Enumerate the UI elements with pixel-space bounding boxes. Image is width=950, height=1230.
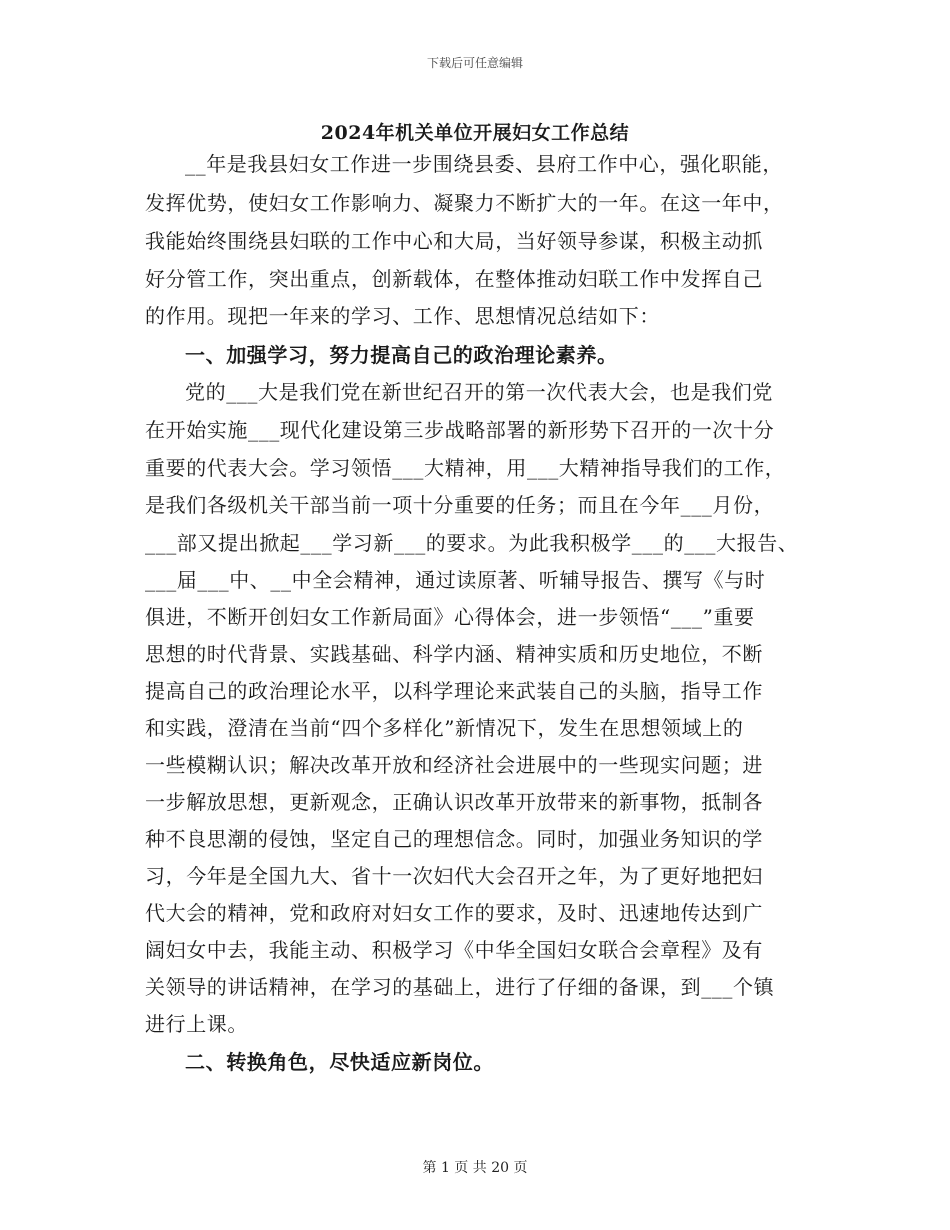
body-line: 思想的时代背景、实践基础、科学内涵、精神实质和历史地位，不断 [145, 642, 763, 666]
body-line: 进行上课。 [145, 1012, 248, 1036]
body-line: 习，今年是全国九大、省十一次妇代大会召开之年，为了更好地把妇 [145, 864, 763, 888]
page-number: 第 1 页 共 20 页 [422, 1160, 528, 1176]
body-line: 提高自己的政治理论水平，以科学理论来武装自己的头脑，指导工作 [145, 679, 763, 703]
page-header-note: 下载后可任意编辑 [426, 56, 523, 70]
body-line: 代大会的精神，党和政府对妇女工作的要求，及时、迅速地传达到广 [145, 901, 763, 925]
body-line: 种不良思潮的侵蚀，坚定自己的理想信念。同时，加强业务知识的学 [145, 827, 763, 851]
body-line: 重要的代表大会。学习领悟___大精神，用___大精神指导我们的工作， [145, 456, 786, 480]
body-line: 发挥优势，使妇女工作影响力、凝聚力不断扩大的一年。在这一年中， [145, 191, 784, 215]
body-line: 党的___大是我们党在新世纪召开的第一次代表大会，也是我们党 [185, 380, 773, 404]
body-line: 的作用。现把一年来的学习、工作、思想情况总结如下： [145, 304, 660, 328]
body-line: 阔妇女中去，我能主动、积极学习《中华全国妇女联合会章程》及有 [145, 938, 763, 962]
body-line: ___届___中、__中全会精神，通过读原著、听辅导报告、撰写《与时 [145, 568, 766, 592]
body-line: 关领导的讲话精神，在学习的基础上，进行了仔细的备课，到___个镇 [145, 975, 775, 999]
body-line: __年是我县妇女工作进一步围绕县委、县府工作中心，强化职能， [185, 152, 783, 176]
body-line: 好分管工作，突出重点，创新载体，在整体推动妇联工作中发挥自己 [145, 267, 763, 291]
body-line: 是我们各级机关干部当前一项十分重要的任务；而且在今年___月份， [145, 493, 775, 517]
section-heading-1: 一、加强学习，努力提高自己的政治理论素养。 [185, 343, 618, 367]
body-line: 我能始终围绕县妇联的工作中心和大局，当好领导参谋，积极主动抓 [145, 229, 763, 253]
document-title: 2024年机关单位开展妇女工作总结 [320, 122, 630, 144]
body-line: 一些模糊认识；解决改革开放和经济社会进展中的一些现实问题；进 [145, 753, 763, 777]
body-line: 在开始实施___现代化建设第三步战略部署的新形势下召开的一次十分 [145, 418, 775, 442]
body-line: 和实践，澄清在当前“四个多样化”新情况下，发生在思想领域上的 [145, 716, 744, 740]
body-line: 俱进，不断开创妇女工作新局面》心得体会，进一步领悟“___”重要 [145, 605, 755, 629]
section-heading-2: 二、转换角色，尽快适应新岗位。 [185, 1050, 494, 1074]
body-line: 一步解放思想，更新观念，正确认识改革开放带来的新事物，抵制各 [145, 790, 763, 814]
body-line: ___部又提出掀起___学习新___的要求。为此我积极学___的___大报告、 [145, 531, 799, 555]
